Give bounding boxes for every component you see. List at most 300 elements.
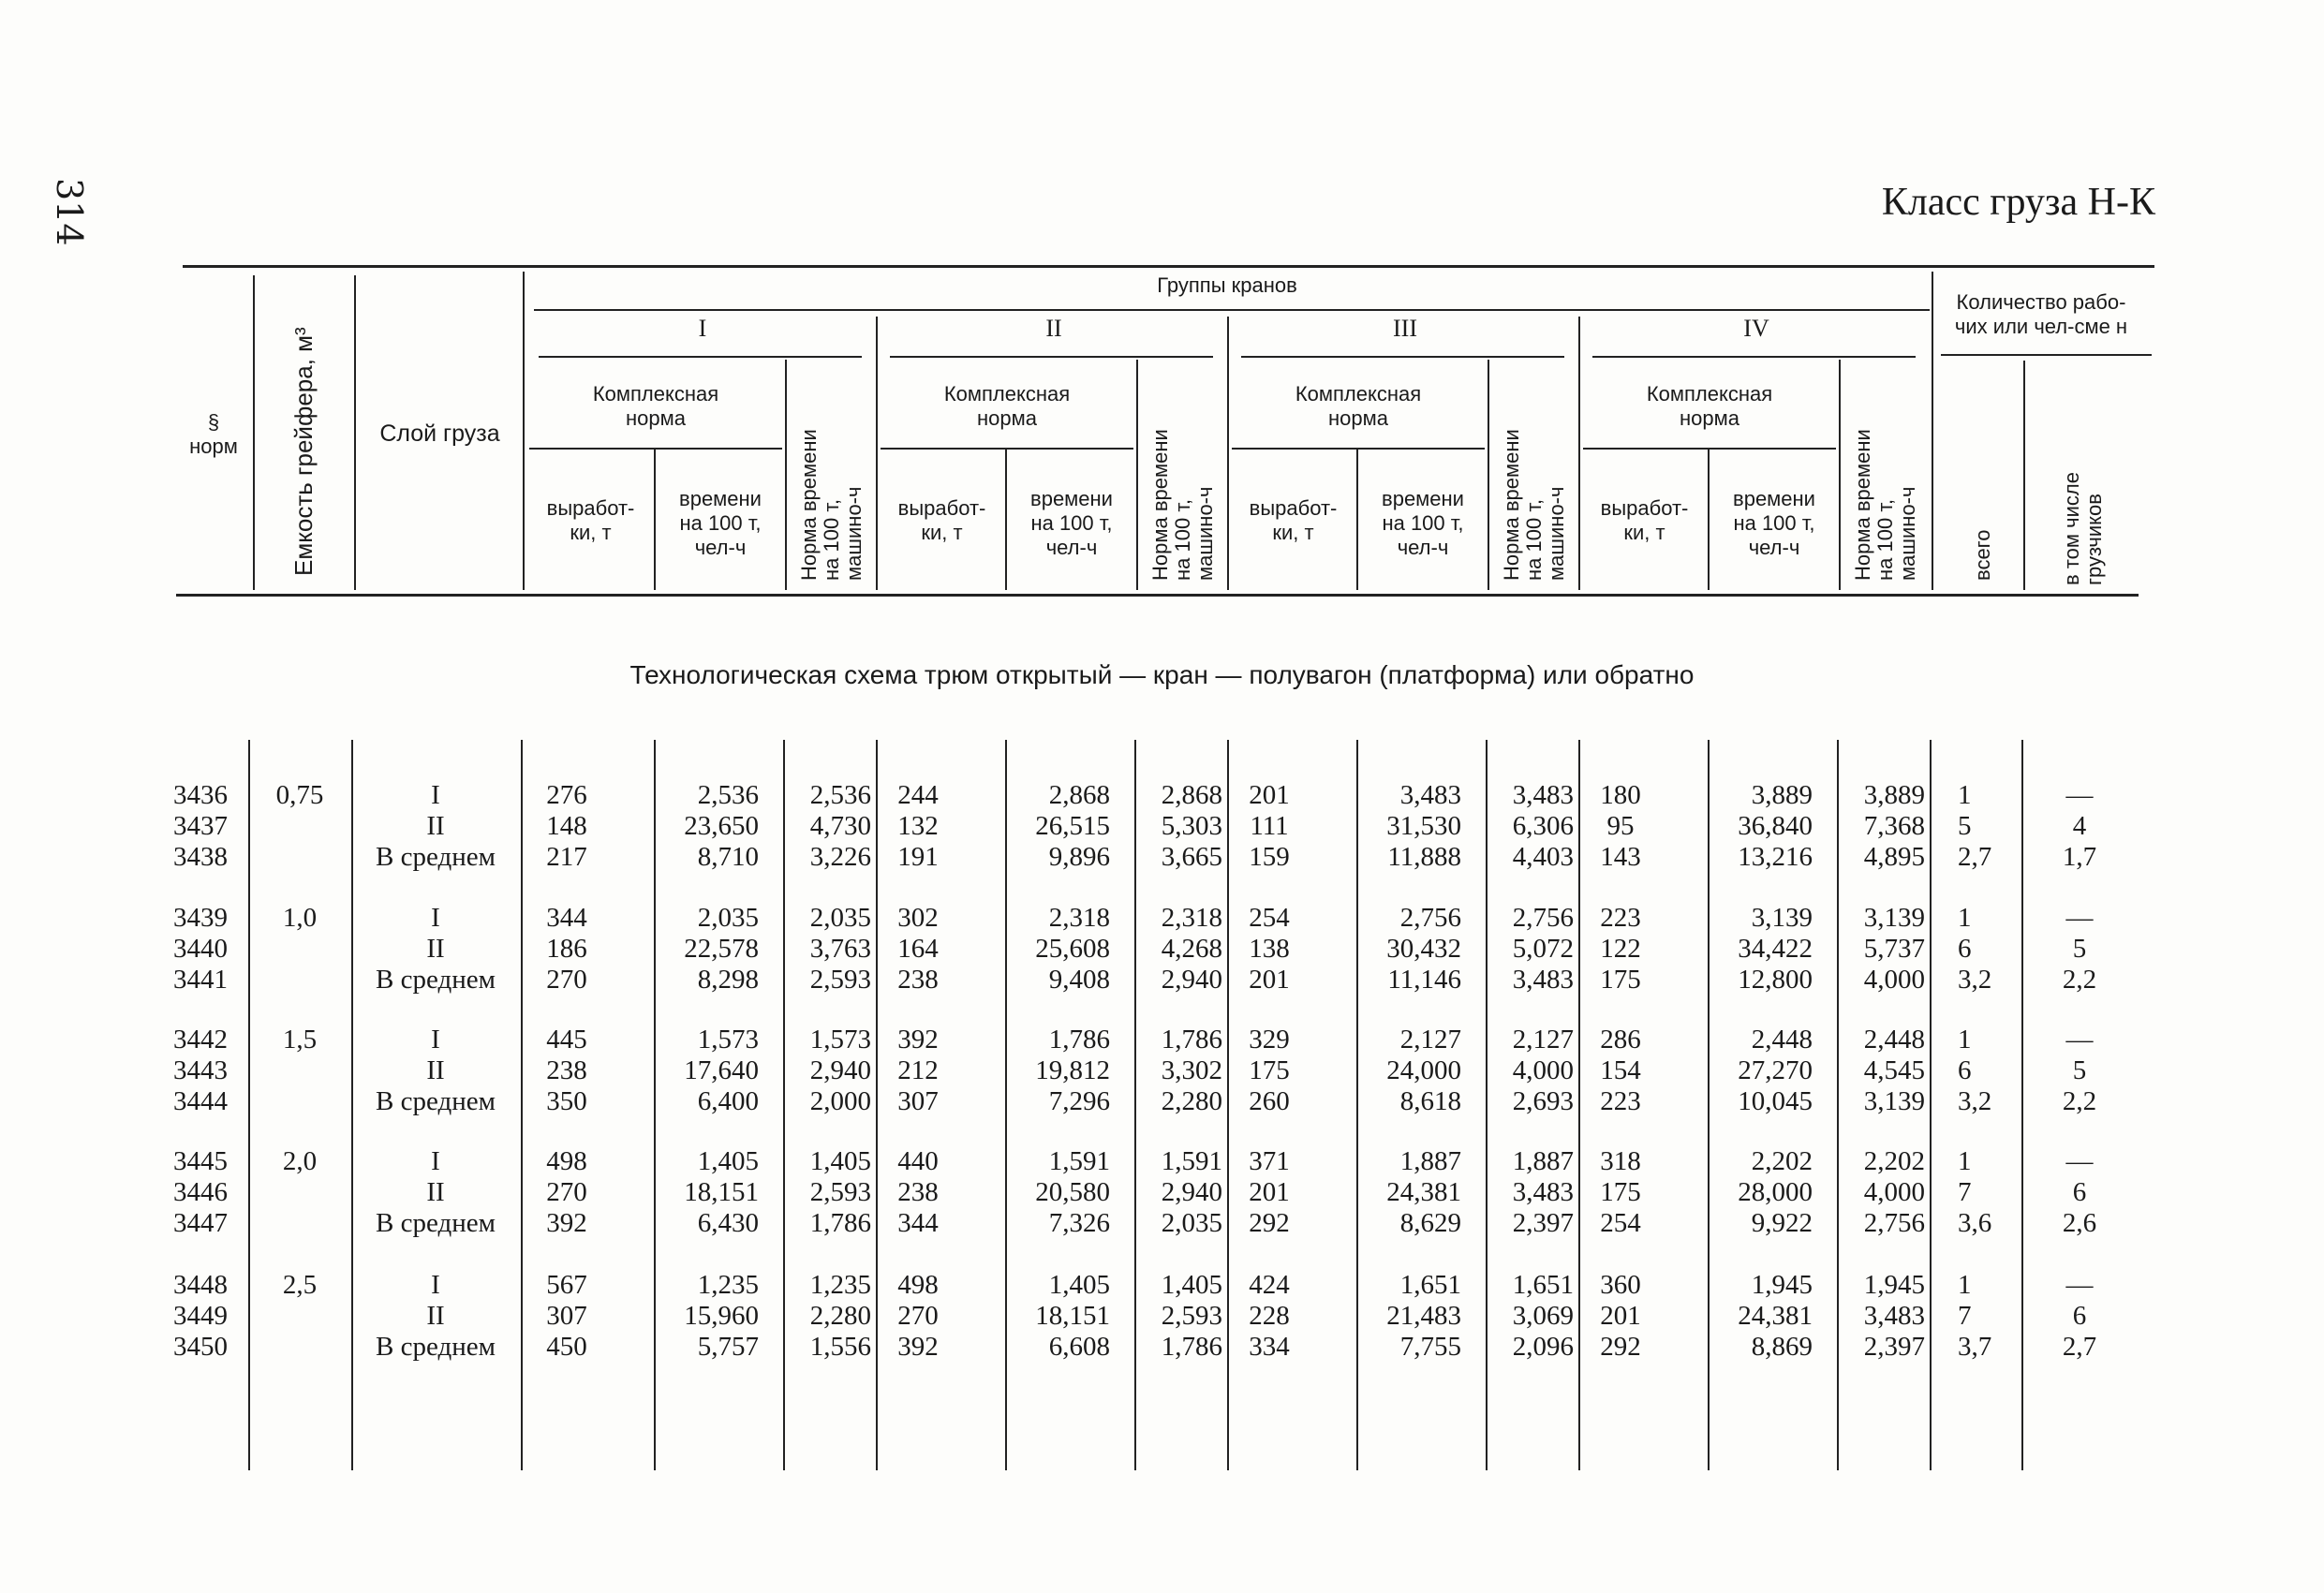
machine-time-line: Норма времени <box>1148 429 1172 581</box>
norm-number-line: § <box>207 410 220 434</box>
machine-time-group-4: 4,000 <box>1863 1177 1925 1207</box>
loaders-count: 5 <box>2072 934 2087 964</box>
machine-time-group-4: 4,545 <box>1863 1055 1925 1085</box>
time-per-100t-group-3: 11,888 <box>1387 842 1461 872</box>
workers-total: 1 <box>1958 903 1972 933</box>
time-per-100t-group-4: 36,840 <box>1738 811 1813 841</box>
time-header <box>1007 487 1136 560</box>
machine-time-group-2: 3,302 <box>1161 1055 1222 1085</box>
output-group-4: 180 <box>1600 780 1641 810</box>
technology-scheme-title: Технологическая схема трюм открытый — кран — полувагон (платформа) или обратно <box>629 660 1695 689</box>
loaders-count: 4 <box>2072 811 2087 841</box>
machine-time-group-3: 2,693 <box>1512 1086 1574 1116</box>
output-group-3: 201 <box>1249 965 1290 995</box>
norm-number: 3436 <box>173 780 228 810</box>
workers-sep <box>2023 361 2025 590</box>
time-per-100t-group-4: 28,000 <box>1738 1177 1813 1207</box>
machine-time-group-3: 2,096 <box>1512 1332 1574 1362</box>
time-per-100t-group-2: 2,318 <box>1048 903 1110 933</box>
group-sep <box>1578 317 1580 590</box>
time-per-100t-group-4: 24,381 <box>1738 1301 1813 1331</box>
time-per-100t-group-2: 2,868 <box>1048 780 1110 810</box>
groups-rule <box>534 309 1930 311</box>
workers-total: 1 <box>1958 780 1972 810</box>
machine-time-group-2: 2,940 <box>1161 1177 1222 1207</box>
norm-number-header <box>176 410 251 459</box>
output-line: ки, т <box>1272 521 1314 544</box>
time-line: времени <box>1030 487 1113 510</box>
time-per-100t-group-3: 3,483 <box>1399 780 1461 810</box>
group-label: II <box>1045 315 1062 342</box>
machine-time-line: на 100 т, <box>820 498 843 581</box>
output-group-2: 392 <box>897 1025 939 1055</box>
subcol-sep <box>785 360 787 590</box>
time-line: на 100 т, <box>679 511 762 535</box>
subcol-sep <box>1005 450 1007 590</box>
complex-norm-header <box>1583 382 1836 431</box>
time-per-100t-group-2: 1,405 <box>1048 1270 1110 1300</box>
output-group-4: 175 <box>1600 1177 1641 1207</box>
machine-time-group-3: 3,069 <box>1512 1301 1574 1331</box>
time-per-100t-group-1: 6,430 <box>697 1208 759 1238</box>
workers-total: 1 <box>1958 1025 1972 1055</box>
cargo-layer: В среднем <box>376 965 496 995</box>
machine-time-header <box>1149 429 1217 581</box>
norm-number: 3437 <box>173 811 228 841</box>
complex-norm-rule <box>881 448 1133 450</box>
hdr-sep <box>523 272 525 590</box>
output-group-1: 238 <box>546 1055 587 1085</box>
machine-time-group-4: 7,368 <box>1863 811 1925 841</box>
output-header <box>879 496 1005 545</box>
complex-norm-header <box>1232 382 1485 431</box>
machine-time-group-2: 2,940 <box>1161 965 1222 995</box>
time-per-100t-group-2: 19,812 <box>1035 1055 1110 1085</box>
time-per-100t-group-1: 2,536 <box>697 780 759 810</box>
time-per-100t-group-1: 23,650 <box>684 811 759 841</box>
output-group-2: 440 <box>897 1146 939 1176</box>
complex-norm-rule <box>529 448 782 450</box>
time-per-100t-group-2: 1,786 <box>1048 1025 1110 1055</box>
output-header <box>1581 496 1708 545</box>
output-group-3: 334 <box>1249 1332 1290 1362</box>
output-header <box>527 496 654 545</box>
subcol-sep <box>1708 450 1710 590</box>
group-rule <box>890 356 1213 358</box>
machine-time-line: машино-ч <box>1193 486 1217 581</box>
norm-number: 3443 <box>173 1055 228 1085</box>
loaders-count: 2,2 <box>2062 965 2097 995</box>
time-header <box>1710 487 1839 560</box>
subcol-sep <box>1356 450 1358 590</box>
workers-total-header: всего <box>1971 529 1994 581</box>
machine-time-line: на 100 т, <box>1522 498 1546 581</box>
loaders-header <box>2061 472 2106 585</box>
machine-time-group-1: 1,235 <box>809 1270 871 1300</box>
body-sep <box>351 740 353 1470</box>
subcol-sep <box>1488 360 1489 590</box>
workers-total: 6 <box>1958 934 1972 964</box>
machine-time-group-1: 1,786 <box>809 1208 871 1238</box>
time-line: чел-ч <box>694 536 747 559</box>
complex-norm-line: норма <box>626 406 686 430</box>
cargo-layer: В среднем <box>376 1208 496 1238</box>
hdr-sep <box>253 275 255 590</box>
time-per-100t-group-2: 7,296 <box>1048 1086 1110 1116</box>
machine-time-line: машино-ч <box>842 486 866 581</box>
output-group-2: 498 <box>897 1270 939 1300</box>
machine-time-group-4: 3,139 <box>1863 903 1925 933</box>
time-per-100t-group-2: 25,608 <box>1035 934 1110 964</box>
output-group-4: 360 <box>1600 1270 1641 1300</box>
machine-time-header <box>1501 429 1568 581</box>
output-group-3: 159 <box>1249 842 1290 872</box>
workers-total: 5 <box>1958 811 1972 841</box>
output-group-3: 201 <box>1249 1177 1290 1207</box>
output-group-1: 498 <box>546 1146 587 1176</box>
time-per-100t-group-4: 9,922 <box>1751 1208 1813 1238</box>
bucket-capacity-header: Емкость грейфера, м³ <box>289 327 318 576</box>
output-group-1: 392 <box>546 1208 587 1238</box>
output-group-1: 270 <box>546 965 587 995</box>
bucket-capacity: 1,0 <box>282 903 318 933</box>
loaders-count: 5 <box>2072 1055 2087 1085</box>
body-sep <box>1930 740 1932 1470</box>
body-sep <box>2021 740 2023 1470</box>
body-sep <box>248 740 250 1470</box>
time-per-100t-group-1: 8,710 <box>697 842 759 872</box>
machine-time-group-4: 2,202 <box>1863 1146 1925 1176</box>
machine-time-group-1: 2,035 <box>809 903 871 933</box>
complex-norm-header <box>529 382 782 431</box>
time-per-100t-group-4: 3,889 <box>1751 780 1813 810</box>
machine-time-group-2: 1,786 <box>1161 1332 1222 1362</box>
workers-total: 3,6 <box>1958 1208 1992 1238</box>
time-line: на 100 т, <box>1382 511 1464 535</box>
group-label: I <box>698 315 707 342</box>
cargo-layer: II <box>426 1301 445 1331</box>
complex-norm-line: норма <box>977 406 1037 430</box>
norm-number: 3444 <box>173 1086 228 1116</box>
cargo-layer: В среднем <box>376 1086 496 1116</box>
time-per-100t-group-3: 1,887 <box>1399 1146 1461 1176</box>
output-group-1: 148 <box>546 811 587 841</box>
machine-time-group-4: 5,737 <box>1863 934 1925 964</box>
cargo-layer: II <box>426 934 445 964</box>
output-group-1: 186 <box>546 934 587 964</box>
machine-time-group-3: 2,756 <box>1512 903 1574 933</box>
output-group-4: 223 <box>1600 903 1641 933</box>
machine-time-group-3: 2,397 <box>1512 1208 1574 1238</box>
output-group-4: 254 <box>1600 1208 1641 1238</box>
time-per-100t-group-4: 10,045 <box>1738 1086 1813 1116</box>
loaders-count: — <box>2065 903 2094 933</box>
machine-time-group-2: 2,318 <box>1161 903 1222 933</box>
time-line: времени <box>679 487 762 510</box>
output-group-1: 276 <box>546 780 587 810</box>
group-sep <box>876 317 878 590</box>
complex-norm-line: Комплексная <box>592 382 719 406</box>
machine-time-group-2: 5,303 <box>1161 811 1222 841</box>
machine-time-group-2: 1,786 <box>1161 1025 1222 1055</box>
machine-time-group-1: 4,730 <box>809 811 871 841</box>
time-per-100t-group-1: 6,400 <box>697 1086 759 1116</box>
machine-time-line: Норма времени <box>1851 429 1874 581</box>
time-per-100t-group-3: 1,651 <box>1399 1270 1461 1300</box>
output-line: выработ- <box>1600 496 1689 520</box>
time-per-100t-group-4: 1,945 <box>1751 1270 1813 1300</box>
machine-time-line: машино-ч <box>1545 486 1568 581</box>
machine-time-group-3: 3,483 <box>1512 780 1574 810</box>
time-per-100t-group-4: 8,869 <box>1751 1332 1813 1362</box>
time-per-100t-group-3: 24,381 <box>1386 1177 1461 1207</box>
time-per-100t-group-3: 24,000 <box>1386 1055 1461 1085</box>
loaders-count: — <box>2065 1025 2094 1055</box>
machine-time-group-3: 6,306 <box>1512 811 1574 841</box>
machine-time-group-3: 1,887 <box>1512 1146 1574 1176</box>
complex-norm-line: Комплексная <box>943 382 1071 406</box>
machine-time-group-4: 2,448 <box>1863 1025 1925 1055</box>
machine-time-group-1: 2,940 <box>809 1055 871 1085</box>
time-per-100t-group-1: 1,235 <box>697 1270 759 1300</box>
output-line: ки, т <box>570 521 612 544</box>
workers-line: чих или чел-сме н <box>1954 315 2128 338</box>
cargo-layer: II <box>426 1177 445 1207</box>
machine-time-header <box>1852 429 1919 581</box>
output-group-2: 212 <box>897 1055 939 1085</box>
cargo-layer: I <box>431 903 440 933</box>
workers-total: 3,2 <box>1958 1086 1992 1116</box>
time-per-100t-group-4: 12,800 <box>1738 965 1813 995</box>
bucket-capacity: 2,0 <box>282 1146 318 1176</box>
time-per-100t-group-2: 6,608 <box>1048 1332 1110 1362</box>
cargo-layer: I <box>431 1270 440 1300</box>
time-per-100t-group-2: 9,408 <box>1048 965 1110 995</box>
output-group-1: 450 <box>546 1332 587 1362</box>
time-per-100t-group-4: 13,216 <box>1738 842 1813 872</box>
output-group-1: 217 <box>546 842 587 872</box>
machine-time-group-1: 3,226 <box>809 842 871 872</box>
time-per-100t-group-1: 1,405 <box>697 1146 759 1176</box>
cargo-class-title: Класс груза Н-К <box>1881 181 2155 224</box>
loaders-count: — <box>2065 1146 2094 1176</box>
subcol-sep <box>654 450 656 590</box>
cargo-layer: II <box>426 1055 445 1085</box>
output-group-4: 223 <box>1600 1086 1641 1116</box>
machine-time-line: Норма времени <box>1500 429 1523 581</box>
machine-time-group-1: 2,280 <box>809 1301 871 1331</box>
output-group-1: 307 <box>546 1301 587 1331</box>
machine-time-group-3: 3,483 <box>1512 965 1574 995</box>
machine-time-group-4: 4,000 <box>1863 965 1925 995</box>
machine-time-line: на 100 т, <box>1873 498 1897 581</box>
norm-number: 3446 <box>173 1177 228 1207</box>
time-line: чел-ч <box>1397 536 1449 559</box>
time-line: чел-ч <box>1045 536 1098 559</box>
time-per-100t-group-4: 34,422 <box>1738 934 1813 964</box>
machine-time-group-3: 4,403 <box>1512 842 1574 872</box>
output-group-4: 286 <box>1600 1025 1641 1055</box>
norm-number: 3440 <box>173 934 228 964</box>
output-group-4: 95 <box>1606 811 1635 841</box>
cargo-layer: II <box>426 811 445 841</box>
loaders-count: 2,6 <box>2062 1208 2097 1238</box>
time-per-100t-group-3: 2,127 <box>1399 1025 1461 1055</box>
norm-number: 3450 <box>173 1332 228 1362</box>
machine-time-group-4: 2,397 <box>1863 1332 1925 1362</box>
machine-time-line: машино-ч <box>1896 486 1919 581</box>
cargo-layer: I <box>431 1025 440 1055</box>
complex-norm-rule <box>1232 448 1485 450</box>
time-per-100t-group-2: 1,591 <box>1048 1146 1110 1176</box>
output-group-1: 344 <box>546 903 587 933</box>
time-per-100t-group-1: 2,035 <box>697 903 759 933</box>
workers-total: 1 <box>1958 1270 1972 1300</box>
output-group-4: 154 <box>1600 1055 1641 1085</box>
loaders-count: 2,2 <box>2062 1086 2097 1116</box>
time-line: на 100 т, <box>1733 511 1815 535</box>
hdr-sep <box>354 275 356 590</box>
cargo-layer: I <box>431 780 440 810</box>
machine-time-group-2: 2,280 <box>1161 1086 1222 1116</box>
cargo-layer: I <box>431 1146 440 1176</box>
machine-time-group-1: 1,573 <box>809 1025 871 1055</box>
machine-time-group-2: 4,268 <box>1161 934 1222 964</box>
loaders-line: грузчиков <box>2082 494 2106 585</box>
workers-total: 7 <box>1958 1177 1972 1207</box>
output-line: выработ- <box>1249 496 1338 520</box>
norm-number: 3448 <box>173 1270 228 1300</box>
time-per-100t-group-2: 26,515 <box>1035 811 1110 841</box>
norm-number: 3441 <box>173 965 228 995</box>
time-per-100t-group-1: 18,151 <box>684 1177 759 1207</box>
output-group-3: 175 <box>1249 1055 1290 1085</box>
workers-total: 7 <box>1958 1301 1972 1331</box>
bucket-capacity: 1,5 <box>282 1025 318 1055</box>
cargo-layer: В среднем <box>376 842 496 872</box>
machine-time-group-1: 2,593 <box>809 1177 871 1207</box>
machine-time-group-3: 3,483 <box>1512 1177 1574 1207</box>
norm-number: 3449 <box>173 1301 228 1331</box>
workers-total: 3,7 <box>1958 1332 1992 1362</box>
bucket-capacity: 2,5 <box>282 1270 318 1300</box>
output-group-3: 111 <box>1250 811 1289 841</box>
output-group-2: 244 <box>897 780 939 810</box>
norm-number: 3439 <box>173 903 228 933</box>
time-per-100t-group-1: 5,757 <box>697 1332 759 1362</box>
header-bottom-rule <box>176 594 2139 597</box>
time-header <box>1358 487 1488 560</box>
machine-time-group-1: 2,593 <box>809 965 871 995</box>
machine-time-group-3: 2,127 <box>1512 1025 1574 1055</box>
group-label: III <box>1393 315 1417 342</box>
time-line: чел-ч <box>1748 536 1800 559</box>
output-line: выработ- <box>546 496 635 520</box>
machine-time-group-4: 4,895 <box>1863 842 1925 872</box>
crane-groups-header: Группы кранов <box>1157 273 1297 297</box>
machine-time-group-1: 1,556 <box>809 1332 871 1362</box>
output-group-2: 164 <box>897 934 939 964</box>
machine-time-group-2: 3,665 <box>1161 842 1222 872</box>
bucket-capacity: 0,75 <box>275 780 324 810</box>
loaders-count: 1,7 <box>2062 842 2097 872</box>
machine-time-group-2: 2,868 <box>1161 780 1222 810</box>
group-rule <box>1592 356 1916 358</box>
workers-header <box>1933 290 2149 339</box>
time-per-100t-group-1: 1,573 <box>697 1025 759 1055</box>
output-line: ки, т <box>921 521 963 544</box>
time-per-100t-group-4: 3,139 <box>1751 903 1813 933</box>
group-sep <box>1227 317 1229 590</box>
norm-number: 3447 <box>173 1208 228 1238</box>
time-per-100t-group-1: 15,960 <box>684 1301 759 1331</box>
time-per-100t-group-2: 18,151 <box>1035 1301 1110 1331</box>
output-group-2: 238 <box>897 965 939 995</box>
group-rule <box>1241 356 1564 358</box>
loaders-count: — <box>2065 1270 2094 1300</box>
output-group-4: 175 <box>1600 965 1641 995</box>
time-per-100t-group-3: 11,146 <box>1387 965 1461 995</box>
workers-rule <box>1941 354 2152 356</box>
machine-time-group-2: 2,035 <box>1161 1208 1222 1238</box>
time-per-100t-group-1: 8,298 <box>697 965 759 995</box>
cargo-layer: В среднем <box>376 1332 496 1362</box>
time-per-100t-group-4: 2,202 <box>1751 1146 1813 1176</box>
machine-time-group-1: 3,763 <box>809 934 871 964</box>
workers-total: 6 <box>1958 1055 1972 1085</box>
time-per-100t-group-4: 27,270 <box>1738 1055 1813 1085</box>
output-group-1: 445 <box>546 1025 587 1055</box>
norm-number: 3438 <box>173 842 228 872</box>
body-sep <box>521 740 523 1470</box>
output-group-1: 270 <box>546 1177 587 1207</box>
top-rule <box>183 265 2154 268</box>
output-group-2: 238 <box>897 1177 939 1207</box>
machine-time-line: Норма времени <box>797 429 821 581</box>
time-line: времени <box>1382 487 1464 510</box>
time-header <box>656 487 785 560</box>
machine-time-line: на 100 т, <box>1171 498 1194 581</box>
page-number: 314 <box>49 178 90 246</box>
loaders-count: 6 <box>2072 1301 2087 1331</box>
subcol-sep <box>1136 360 1138 590</box>
output-line: выработ- <box>897 496 986 520</box>
output-group-2: 270 <box>897 1301 939 1331</box>
norm-number: 3445 <box>173 1146 228 1176</box>
output-group-2: 392 <box>897 1332 939 1362</box>
output-group-4: 143 <box>1600 842 1641 872</box>
machine-time-group-4: 3,139 <box>1863 1086 1925 1116</box>
time-per-100t-group-3: 7,755 <box>1399 1332 1461 1362</box>
time-per-100t-group-2: 7,326 <box>1048 1208 1110 1238</box>
time-per-100t-group-3: 8,629 <box>1399 1208 1461 1238</box>
complex-norm-line: норма <box>1680 406 1739 430</box>
output-line: ки, т <box>1623 521 1665 544</box>
cargo-layer-header: Слой груза <box>379 420 500 447</box>
norm-number-line: норм <box>189 435 238 458</box>
machine-time-group-1: 2,536 <box>809 780 871 810</box>
time-per-100t-group-3: 8,618 <box>1399 1086 1461 1116</box>
output-group-4: 292 <box>1600 1332 1641 1362</box>
machine-time-header <box>798 429 866 581</box>
machine-time-group-1: 1,405 <box>809 1146 871 1176</box>
time-line: на 100 т, <box>1030 511 1113 535</box>
time-per-100t-group-3: 31,530 <box>1386 811 1461 841</box>
output-group-1: 350 <box>546 1086 587 1116</box>
output-group-2: 302 <box>897 903 939 933</box>
time-per-100t-group-2: 20,580 <box>1035 1177 1110 1207</box>
output-group-1: 567 <box>546 1270 587 1300</box>
